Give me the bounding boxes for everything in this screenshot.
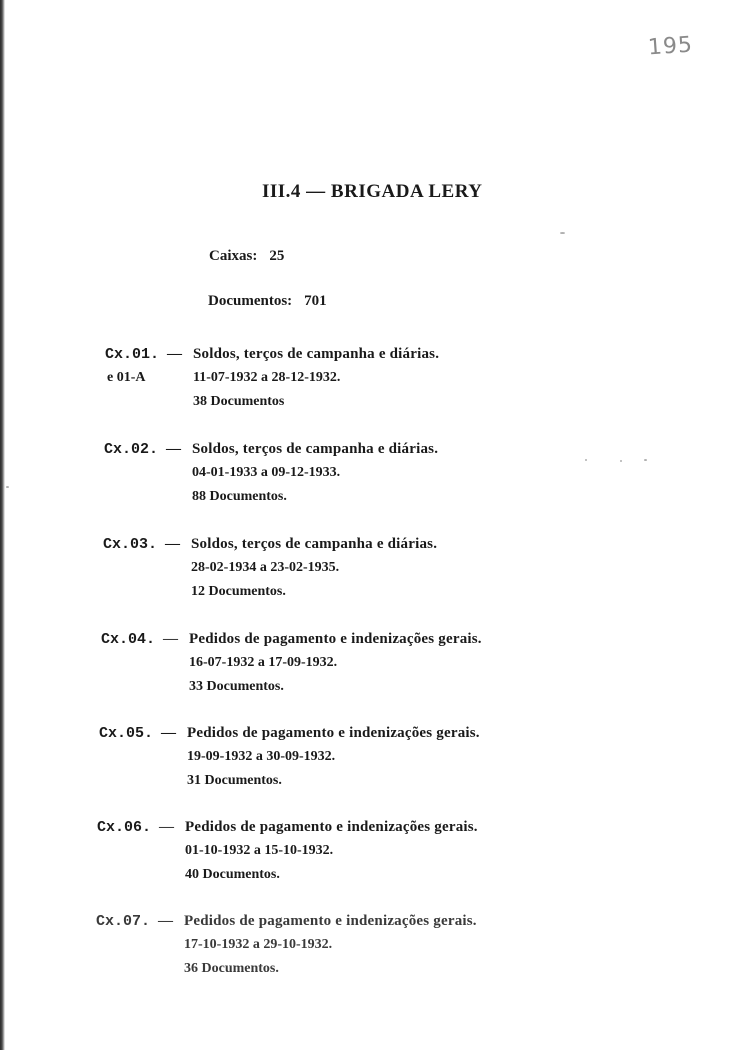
box-entry-04 (101, 631, 571, 711)
box-document-count: 33 Documentos. (189, 679, 284, 694)
box-description: Soldos, terços de campanha e diárias. (191, 536, 438, 552)
box-date-range: 28-02-1934 a 23-02-1935. (191, 560, 340, 575)
box-description: Pedidos de pagamento e indenizações gerais. (185, 819, 478, 835)
documentos-label: Documentos: (208, 293, 293, 309)
scan-speck (560, 232, 565, 234)
box-date-range: 19-09-1932 a 30-09-1932. (187, 749, 336, 764)
box-code: Cx.04. (101, 631, 156, 648)
box-entry-03 (103, 536, 573, 616)
entry-dash: — (161, 725, 176, 741)
box-description: Pedidos de pagamento e indenizações gerais. (189, 631, 482, 647)
entry-dash: — (165, 536, 180, 552)
box-document-count: 36 Documentos. (184, 961, 279, 976)
entry-dash: — (166, 441, 181, 457)
box-entry-05 (99, 725, 569, 805)
box-code: Cx.02. (104, 441, 159, 458)
box-entry-06 (97, 819, 567, 899)
documentos-summary (208, 293, 327, 310)
box-entry-01 (105, 346, 575, 426)
documentos-value: 701 (304, 293, 327, 309)
box-sub-code: e 01-A (107, 370, 146, 385)
scan-speck (585, 459, 587, 461)
box-code: Cx.03. (103, 536, 158, 553)
scan-speck (620, 460, 622, 462)
entry-dash: — (167, 346, 182, 362)
box-date-range: 17-10-1932 a 29-10-1932. (184, 937, 333, 952)
caixas-value: 25 (269, 248, 285, 264)
box-document-count: 38 Documentos (193, 394, 285, 409)
box-date-range: 01-10-1932 a 15-10-1932. (185, 843, 334, 858)
box-document-count: 88 Documentos. (192, 489, 287, 504)
section-title: III.4 — BRIGADA LERY (262, 181, 483, 202)
box-code: Cx.01. (105, 346, 160, 363)
box-description: Pedidos de pagamento e indenizações gerais. (184, 913, 477, 929)
box-entry-02 (104, 441, 574, 521)
scan-speck (644, 459, 647, 461)
caixas-label: Caixas: (209, 248, 258, 264)
box-description: Soldos, terços de campanha e diárias. (193, 346, 440, 362)
entry-dash: — (159, 819, 174, 835)
box-document-count: 12 Documentos. (191, 584, 286, 599)
box-description: Pedidos de pagamento e indenizações gerais. (187, 725, 480, 741)
box-date-range: 04-01-1933 a 09-12-1933. (192, 465, 341, 480)
caixas-summary (209, 248, 284, 265)
box-date-range: 16-07-1932 a 17-09-1932. (189, 655, 338, 670)
box-date-range: 11-07-1932 a 28-12-1932. (193, 370, 341, 385)
box-description: Soldos, terços de campanha e diárias. (192, 441, 439, 457)
box-document-count: 31 Documentos. (187, 773, 282, 788)
box-entry-07 (96, 913, 566, 993)
page-number: 195 (647, 32, 694, 61)
entry-dash: — (163, 631, 178, 647)
box-document-count: 40 Documentos. (185, 867, 280, 882)
box-code: Cx.06. (97, 819, 152, 836)
page-binding-edge (0, 0, 5, 1050)
box-code: Cx.05. (99, 725, 154, 742)
box-code: Cx.07. (96, 913, 151, 930)
scan-speck (6, 486, 9, 488)
entry-dash: — (158, 913, 173, 929)
